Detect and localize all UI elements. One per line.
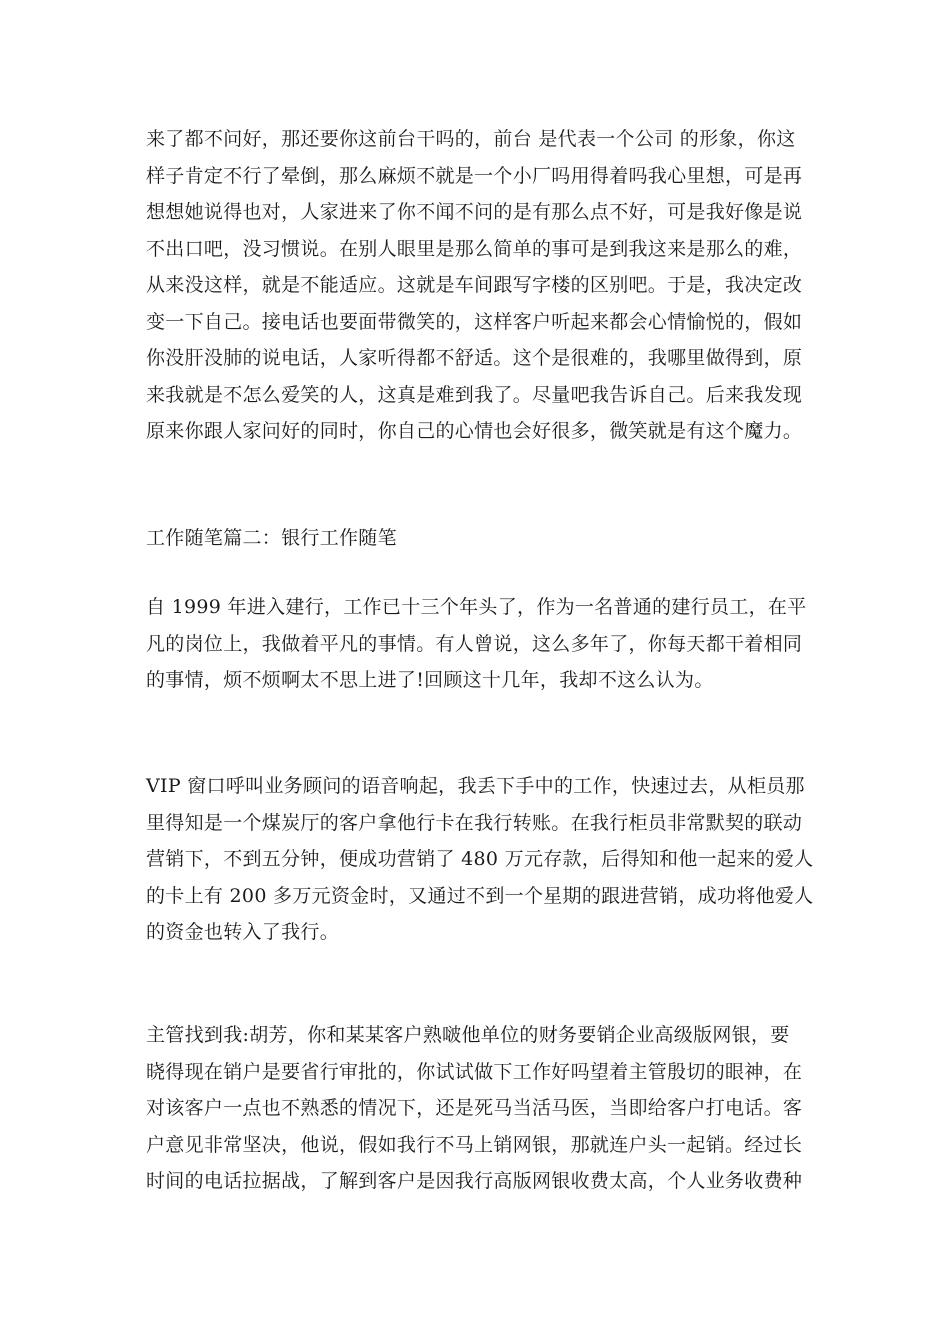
text-line: 凡的岗位上，我做着平凡的事情。有人曾说，这么多年了，你每天都干着相同	[146, 632, 803, 655]
heading-text: 工作随笔篇二：银行工作随笔	[146, 527, 397, 549]
paragraph-3	[146, 768, 814, 951]
text-line: 不出口吧，没习惯说。在别人眼里是那么简单的事可是到我这来是那么的难，	[146, 237, 803, 260]
text-line: 你没肝没肺的说电话，人家听得都不舒适。这个是很难的，我哪里做得到，原	[146, 347, 803, 369]
paragraph-4	[146, 1017, 806, 1200]
text-line: 户意见非常坚决，他说，假如我行不马上销网银，那就连户头一起销。经过长	[146, 1133, 803, 1156]
text-line: 样子肯定不行了晕倒，那么麻烦不就是一个小厂吗用得着吗我心里想，可是再	[146, 164, 803, 187]
text-line: 主管找到我:胡芳，你和某某客户熟啵他单位的财务要销企业高级版网银，要	[146, 1024, 790, 1046]
text-line: 变一下自己。接电话也要面带微笑的，这样客户听起来都会心情愉悦的，假如	[146, 310, 803, 333]
text-line: 对该客户一点也不熟悉的情况下，还是死马当活马医，当即给客户打电话。客	[146, 1097, 803, 1119]
paragraph-2	[146, 589, 806, 699]
text-line: 里得知是一个煤炭厅的客户拿他行卡在我行转账。在我行柜员非常默契的联动	[146, 811, 803, 834]
text-line: 的事情，烦不烦啊太不思上进了!回顾这十几年，我却不这么认为。	[146, 669, 714, 691]
text-line: 来了都不问好，那还要你这前台干吗的，前台 是代表一个公司 的形象，你这	[146, 128, 796, 150]
text-line: 的卡上有 200 多万元资金时，又通过不到一个星期的跟进营销，成功将他爱人	[146, 884, 814, 907]
text-line: 原来你跟人家问好的同时，你自己的心情也会好很多，微笑就是有这个魔力。	[146, 420, 803, 442]
section-heading	[146, 520, 806, 557]
text-line: 自 1999 年进入建行，工作已十三个年头了，作为一名普通的建行员工，在平	[146, 596, 807, 618]
text-line: 来我就是不怎么爱笑的人，这真是难到我了。尽量吧我告诉自己。后来我发现	[146, 383, 803, 406]
text-line: 晓得现在销户是要省行审批的，你试试做下工作好吗望着主管殷切的眼神，在	[146, 1060, 803, 1083]
text-line: 时间的电话拉据战，了解到客户是因我行高版网银收费太高，个人业务收费种	[146, 1170, 803, 1192]
paragraph-1	[146, 121, 806, 450]
text-line: 的资金也转入了我行。	[146, 921, 340, 943]
text-line: VIP 窗口呼叫业务顾问的语音响起，我丢下手中的工作，快速过去，从柜员那	[146, 775, 805, 797]
text-line: 营销下，不到五分钟，便成功营销了 480 万元存款，后得知和他一起来的爱人	[146, 848, 814, 870]
text-line: 从来没这样，就是不能适应。这就是车间跟写字楼的区别吧。于是，我决定改	[146, 274, 803, 296]
text-line: 想想她说得也对，人家进来了你不闻不问的是有那么点不好，可是我好像是说	[146, 201, 803, 223]
